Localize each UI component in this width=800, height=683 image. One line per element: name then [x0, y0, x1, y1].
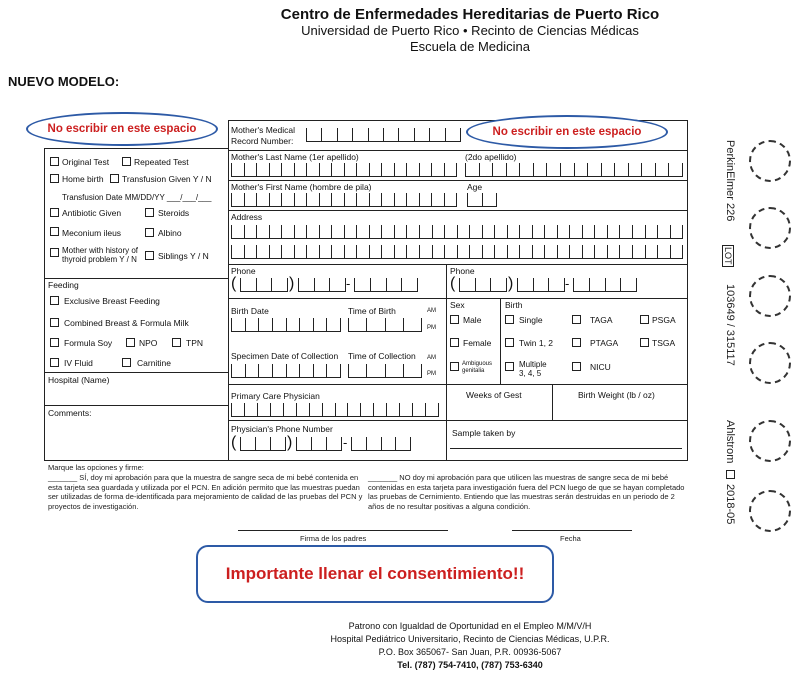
physician-phone-line-cells[interactable]	[351, 437, 411, 451]
taga-checkbox[interactable]	[572, 315, 581, 324]
siblings-label: Siblings Y / N	[158, 251, 209, 261]
sample-circle-6	[749, 490, 791, 532]
transfusion-given-label: Transfusion Given Y / N	[122, 174, 212, 184]
hospital-label: Hospital (Name)	[48, 375, 110, 385]
phone-dash: -	[346, 276, 351, 291]
phone-prefix-cells[interactable]	[298, 278, 346, 292]
ambiguous-checkbox[interactable]	[450, 362, 459, 371]
lot-number: 103649 / 315117	[724, 284, 736, 366]
antibiotic-given-checkbox[interactable]	[50, 208, 59, 217]
phone-paren-close: )	[289, 275, 295, 292]
carnitine-checkbox[interactable]	[122, 358, 131, 367]
fecha-label: Fecha	[560, 534, 581, 543]
twin-label: Twin 1, 2	[519, 338, 554, 348]
sample-circle-3	[749, 275, 791, 317]
address-line1-cells[interactable]	[231, 225, 683, 239]
lot-label: LOT	[723, 247, 733, 265]
physician-phone-paren: (	[231, 434, 237, 451]
iv-fluid-checkbox[interactable]	[50, 358, 59, 367]
formula-soy-checkbox[interactable]	[50, 338, 59, 347]
phone2-line-cells[interactable]	[573, 278, 637, 292]
address-line2-cells[interactable]	[231, 245, 683, 259]
twin-checkbox[interactable]	[505, 338, 514, 347]
consent-no-text: _______ NO doy mi aprobación para que utilicen las muestras de sangre seca de mi bebé contenidas en esta tarjeta para investigación fuera del PCN luego de que se hayan completado las pruebas de Cernimiento. Entiendo que las muestras serán destruidas en un periodo de 2 años de no resultar positivas a alguna condición.	[368, 473, 685, 511]
phone2-dash: -	[565, 276, 570, 291]
formula-soy-label: Formula Soy	[64, 338, 113, 348]
meconium-ileus-label: Meconium ileus	[62, 228, 122, 238]
footer-line-2: Hospital Pediátrico Universitario, Recinto de Ciencias Médicas, U.P.R.	[330, 634, 610, 644]
repeated-test-label: Repeated Test	[134, 157, 189, 167]
footer-line-4: Tel. (787) 754-7410, (787) 753-6340	[397, 660, 543, 670]
am2-label: AM	[427, 355, 436, 361]
transfusion-given-checkbox[interactable]	[110, 174, 119, 183]
physician-phone-paren-close: )	[287, 434, 293, 451]
transfusion-date-label: Transfusion Date MM/DD/YY ___/___/___	[62, 193, 212, 202]
tpn-label: TPN	[186, 338, 203, 348]
perkinelmer-label: PerkinElmer 226	[724, 140, 736, 222]
sample-circle-2	[749, 207, 791, 249]
feeding-heading: Feeding	[48, 280, 79, 290]
time-of-birth-cells[interactable]	[348, 318, 422, 332]
exclusive-breast-checkbox[interactable]	[50, 296, 59, 305]
antibiotic-given-label: Antibiotic Given	[62, 208, 122, 218]
last-name-cells[interactable]	[231, 163, 457, 177]
multiple-label: Multiple 3, 4, 5	[519, 360, 547, 378]
second-last-name-label: (2do apellido)	[465, 152, 517, 162]
ptaga-label: PTAGA	[590, 338, 619, 348]
consent-intro: Marque las opciones y firme:	[48, 463, 144, 472]
original-test-label: Original Test	[62, 157, 110, 167]
albino-label: Albino	[158, 228, 182, 238]
exclusive-breast-label: Exclusive Breast Feeding	[64, 296, 160, 306]
primary-care-label: Primary Care Physician	[231, 391, 320, 401]
birth-weight-label: Birth Weight (lb / oz)	[578, 390, 655, 400]
combined-feeding-checkbox[interactable]	[50, 318, 59, 327]
physician-phone-dash: -	[343, 435, 348, 450]
steroids-checkbox[interactable]	[145, 208, 154, 217]
ambiguous-label: Ambiguous genitalia	[462, 361, 493, 374]
time-collection-cells[interactable]	[348, 364, 422, 378]
university-name: Universidad de Puerto Rico • Recinto de Ciencias Médicas	[301, 23, 639, 38]
birth-date-label: Birth Date	[231, 306, 269, 316]
albino-checkbox[interactable]	[145, 228, 154, 237]
last-name-label: Mother's Last Name (1er apellido)	[231, 152, 359, 162]
home-birth-checkbox[interactable]	[50, 174, 59, 183]
psga-checkbox[interactable]	[640, 315, 649, 324]
physician-phone-prefix-cells[interactable]	[296, 437, 342, 451]
ahlstrom-label: Ahlstrom	[724, 420, 736, 464]
tpn-checkbox[interactable]	[172, 338, 181, 347]
no-escribir-note-right: No escribir en este espacio	[466, 115, 668, 149]
steroids-label: Steroids	[158, 208, 190, 218]
footer-line-1: Patrono con Igualdad de Oportunidad en el Empleo M/M/V/H	[348, 621, 592, 631]
address-label: Address	[231, 212, 263, 222]
phone2-area-cells[interactable]	[459, 278, 507, 292]
record-number-cells[interactable]	[306, 128, 461, 142]
pm-label: PM	[427, 325, 436, 331]
iv-fluid-label: IV Fluid	[64, 358, 93, 368]
phone2-paren: (	[450, 275, 456, 292]
age-label: Age	[467, 182, 483, 192]
mother-thyroid-label: Mother with history of thyroid problem Y / N	[62, 246, 139, 264]
importante-consent-note: Importante llenar el consentimiento!!	[196, 545, 554, 603]
female-checkbox[interactable]	[450, 338, 459, 347]
mothers-record-label: Mother's Medical Record Number:	[231, 125, 295, 146]
repeated-test-checkbox[interactable]	[122, 157, 131, 166]
tsga-checkbox[interactable]	[640, 338, 649, 347]
expiry-date: 2018-05	[724, 484, 736, 525]
single-checkbox[interactable]	[505, 315, 514, 324]
male-label: Male	[463, 315, 482, 325]
male-checkbox[interactable]	[450, 315, 459, 324]
taga-label: TAGA	[590, 315, 613, 325]
second-last-name-cells[interactable]	[465, 163, 683, 177]
sample-circle-4	[749, 342, 791, 384]
first-name-cells[interactable]	[231, 193, 457, 207]
sample-taken-label: Sample taken by	[452, 428, 516, 438]
phone-line-cells[interactable]	[354, 278, 418, 292]
first-name-label: Mother's First Name (hombre de pila)	[231, 182, 372, 192]
phone-area-cells[interactable]	[240, 278, 288, 292]
original-test-checkbox[interactable]	[50, 157, 59, 166]
pm2-label: PM	[427, 371, 436, 377]
phone-label: Phone	[231, 266, 256, 276]
carnitine-label: Carnitine	[137, 358, 172, 368]
school-name: Escuela de Medicina	[410, 39, 530, 54]
am-label: AM	[427, 308, 436, 314]
meconium-ileus-checkbox[interactable]	[50, 227, 59, 236]
birth-date-cells[interactable]	[231, 318, 341, 332]
hourglass-icon	[726, 470, 735, 479]
ptaga-checkbox[interactable]	[572, 338, 581, 347]
specimen-date-label: Specimen Date of Collection	[231, 351, 339, 361]
tsga-label: TSGA	[652, 338, 676, 348]
npo-checkbox[interactable]	[126, 338, 135, 347]
phone2-label: Phone	[450, 266, 475, 276]
comments-label: Comments:	[48, 408, 92, 418]
nicu-label: NICU	[590, 362, 611, 372]
physician-phone-area-cells[interactable]	[240, 437, 286, 451]
combined-feeding-label: Combined Breast & Formula Milk	[64, 318, 189, 328]
home-birth-label: Home birth	[62, 174, 104, 184]
phone2-prefix-cells[interactable]	[517, 278, 565, 292]
primary-care-cells[interactable]	[231, 403, 439, 417]
consent-si-text: _______ SÍ, doy mi aprobación para que la muestra de sangre seca de mi bebé contenida en esta tarjeta sea guardada y utilizada por el PCN. En adición permito que las muestras puedan ser utilizadas de forma de-identificada para mejoramiento de calidad de las pruebas del PCN y proyectos de investigación.	[48, 473, 363, 511]
physician-phone-label: Physician's Phone Number	[231, 424, 333, 434]
weeks-gest-label: Weeks of Gest	[466, 390, 522, 400]
psga-label: PSGA	[652, 315, 676, 325]
nicu-checkbox[interactable]	[572, 362, 581, 371]
phone2-paren-close: )	[508, 275, 514, 292]
sex-heading: Sex	[450, 300, 465, 310]
time-of-birth-label: Time of Birth	[348, 306, 396, 316]
mother-thyroid-checkbox[interactable]	[50, 248, 59, 257]
specimen-date-cells[interactable]	[231, 364, 341, 378]
birth-heading: Birth	[505, 300, 523, 310]
multiple-checkbox[interactable]	[505, 362, 514, 371]
time-collection-label: Time of Collection	[348, 351, 416, 361]
female-label: Female	[463, 338, 492, 348]
center-title: Centro de Enfermedades Hereditarias de Puerto Rico	[280, 6, 660, 23]
firma-label: Firma de los padres	[300, 534, 367, 543]
age-cells[interactable]	[467, 193, 497, 207]
npo-label: NPO	[139, 338, 158, 348]
footer-line-3: P.O. Box 365067- San Juan, P.R. 00936-5067	[378, 647, 562, 657]
phone-paren: (	[231, 275, 237, 292]
sample-circle-1	[749, 140, 791, 182]
single-label: Single	[519, 315, 543, 325]
sample-circle-5	[749, 420, 791, 462]
nuevo-modelo-label: NUEVO MODELO:	[8, 74, 120, 89]
siblings-checkbox[interactable]	[145, 251, 154, 260]
no-escribir-note-left: No escribir en este espacio	[26, 112, 218, 146]
